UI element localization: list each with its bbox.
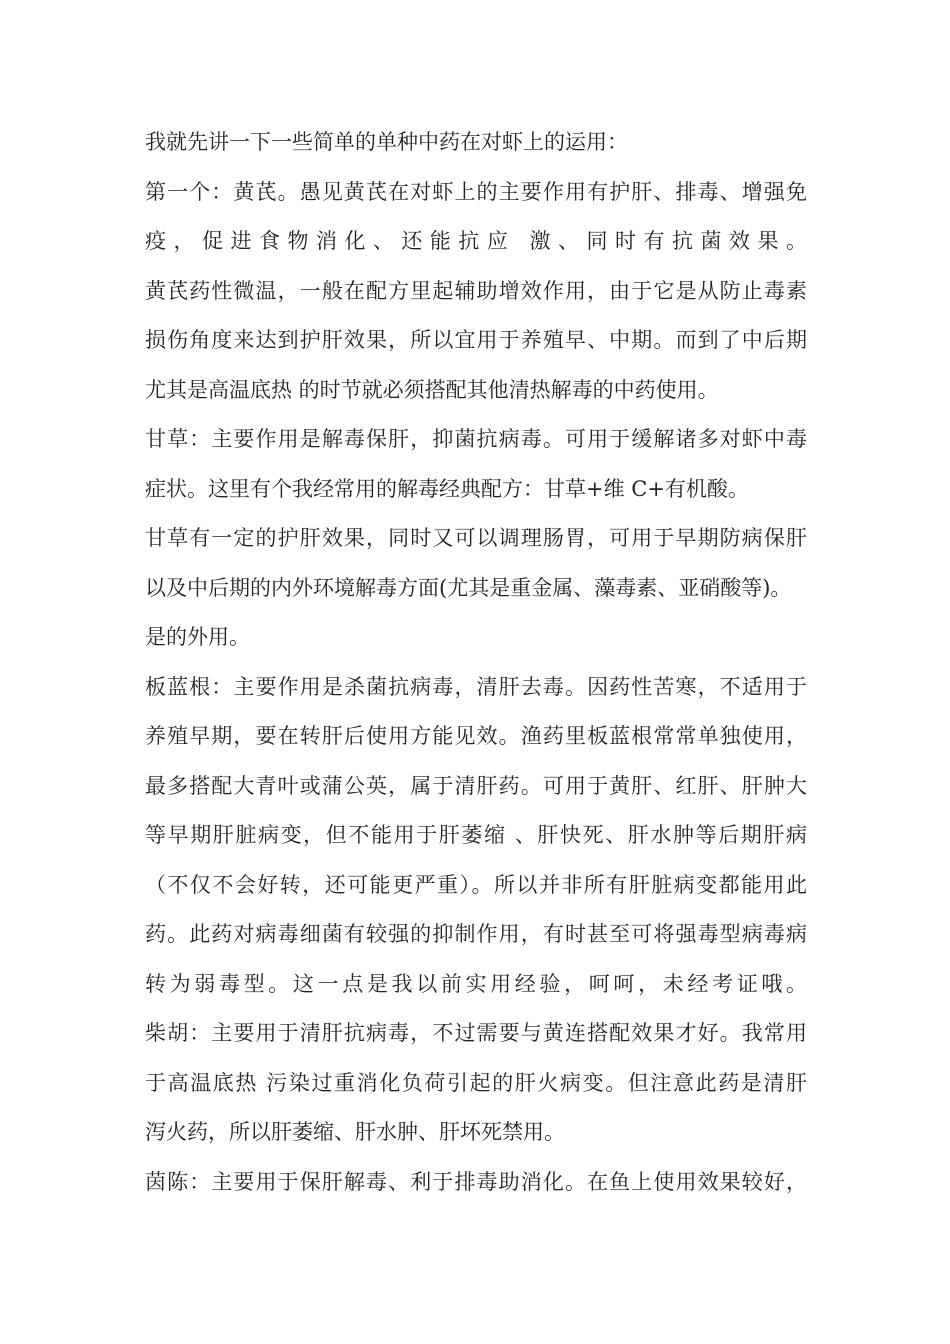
text-line: 黄芪药性微温，一般在配方里起辅助增效作用，由于它是从防止毒素 xyxy=(145,278,807,303)
text-line: （不仅不会好转，还可能更严重）。所以并非所有肝脏病变都能用此 xyxy=(145,872,807,897)
text-line: 养殖早期，要在转肝后使用方能见效。渔药里板蓝根常常单独使用， xyxy=(145,724,807,748)
text-line: 损伤角度来达到护肝效果，所以宜用于养殖早、中期。而到了中后期 xyxy=(145,328,807,352)
text-line: 转为弱毒型。这一点是我以前实用经验，呵呵，未经考证哦。 xyxy=(145,971,807,996)
text-line: 等早期肝脏病变，但不能用于肝萎缩 、肝快死、肝水肿等后期肝病 xyxy=(145,823,807,847)
text-line: 是的外用。 xyxy=(145,625,250,649)
text-line: 我就先讲一下一些简单的单种中药在对虾上的运用： xyxy=(145,130,628,154)
text-line: 泻火药，所以肝萎缩、肝水肿、肝坏死禁用。 xyxy=(145,1120,565,1144)
text-line: 药。此药对病毒细菌有较强的抑制作用，有时甚至可将强毒型病毒病 xyxy=(145,922,807,946)
text-line: 第一个：黄芪。愚见黄芪在对虾上的主要作用有护肝、排毒、增强免 xyxy=(145,179,807,204)
text-line: 疫，促进食物消化、还能抗应 激、同时有抗菌效果。 xyxy=(145,229,807,253)
text-line: 甘草有一定的护肝效果，同时又可以调理肠胃，可用于早期防病保肝 xyxy=(145,526,807,550)
text-line: 于高温底热 污染过重消化负荷引起的肝火病变。但注意此药是清肝 xyxy=(145,1070,807,1095)
document-body xyxy=(145,118,807,1207)
text-line: 板蓝根：主要作用是杀菌抗病毒，清肝去毒。因药性苦寒，不适用于 xyxy=(145,674,807,699)
text-line: 最多搭配大青叶或蒲公英，属于清肝药。可用于黄肝、红肝、肝肿大 xyxy=(145,773,807,798)
text-line: 以及中后期的内外环境解毒方面(尤其是重金属、藻毒素、亚硝酸等)。 xyxy=(145,575,792,600)
text-line: 症状。这里有个我经常用的解毒经典配方：甘草+维 C+有机酸。 xyxy=(145,476,749,501)
text-line: 尤其是高温底热 的时节就必须搭配其他清热解毒的中药使用。 xyxy=(145,377,719,402)
text-line: 茵陈：主要用于保肝解毒、利于排毒助消化。在鱼上使用效果较好， xyxy=(145,1169,807,1194)
text-line: 柴胡：主要用于清肝抗病毒，不过需要与黄连搭配效果才好。我常用 xyxy=(145,1021,807,1045)
text-line: 甘草：主要作用是解毒保肝，抑菌抗病毒。可用于缓解诸多对虾中毒 xyxy=(145,427,807,451)
